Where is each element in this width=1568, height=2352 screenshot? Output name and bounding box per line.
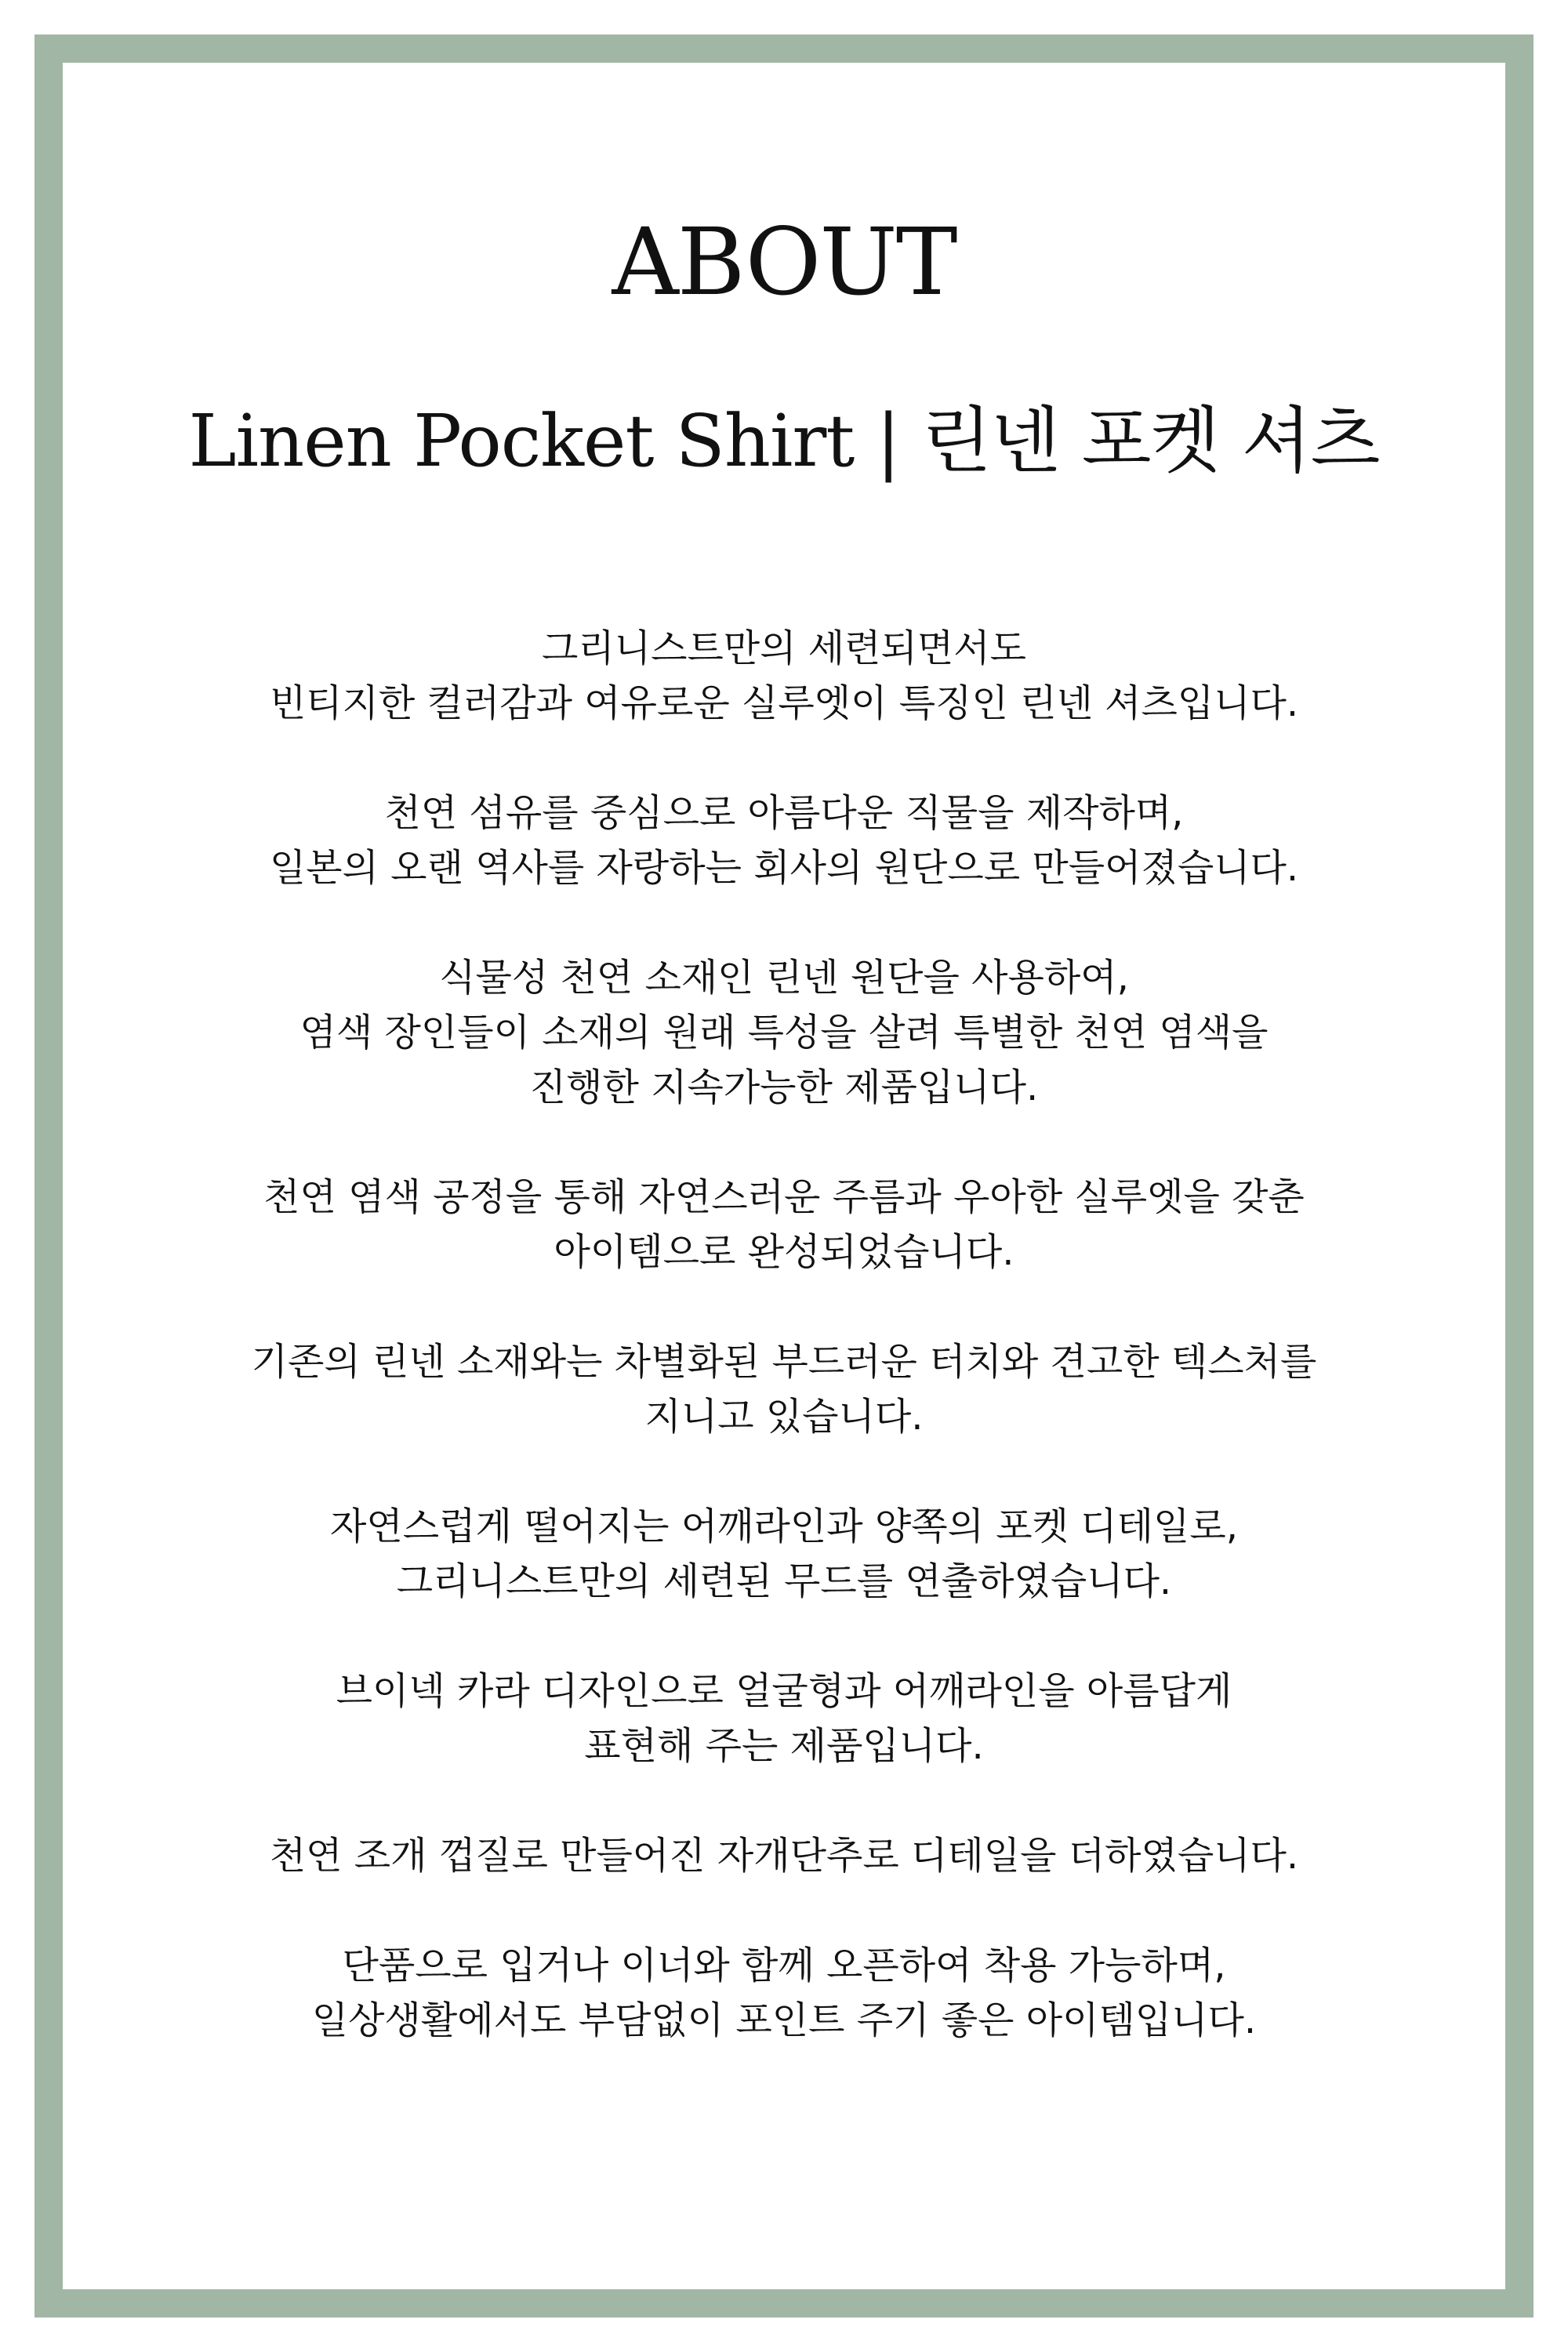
- description-paragraph: [63, 621, 1505, 731]
- description-line: 그리니스트만의 세련되면서도: [541, 626, 1027, 670]
- description-paragraph: [63, 1664, 1505, 1773]
- description-paragraph: [63, 1938, 1505, 2048]
- description-line: 아이템으로 완성되었습니다.: [554, 1230, 1014, 1274]
- description-line: 자연스럽게 떨어지는 어깨라인과 양쪽의 포켓 디테일로,: [329, 1504, 1238, 1548]
- description-line: 표현해 주는 제품입니다.: [584, 1724, 984, 1768]
- description-line: 천연 염색 공정을 통해 자연스러운 주름과 우아한 실루엣을 갖춘: [263, 1175, 1305, 1219]
- about-section: [63, 63, 1505, 2289]
- description-line: 식물성 천연 소재인 린넨 원단을 사용하여,: [439, 956, 1129, 1000]
- description-body: [63, 621, 1505, 2103]
- description-paragraph: [63, 1334, 1505, 1444]
- description-paragraph: [63, 786, 1505, 895]
- page-border-frame: [34, 34, 1534, 2318]
- about-heading: ABOUT: [612, 208, 956, 316]
- description-line: 지니고 있습니다.: [644, 1395, 924, 1439]
- description-line: 일상생활에서도 부담없이 포인트 주기 좋은 아이템입니다.: [311, 1998, 1257, 2042]
- description-line: 기존의 린넨 소재와는 차별화된 부드러운 터치와 견고한 텍스처를: [251, 1340, 1317, 1384]
- description-line: 일본의 오랜 역사를 자랑하는 회사의 원단으로 만들어졌습니다.: [269, 846, 1299, 890]
- description-paragraph: [63, 950, 1505, 1115]
- product-title: Linen Pocket Shirt | 린넨 포켓 셔츠: [188, 399, 1380, 483]
- description-paragraph: [63, 1170, 1505, 1279]
- description-line: 진행한 지속가능한 제품입니다.: [529, 1065, 1039, 1109]
- description-line: 단품으로 입거나 이너와 함께 오픈하여 착용 가능하며,: [342, 1944, 1226, 1987]
- description-line: 염색 장인들이 소재의 원래 특성을 살려 특별한 천연 염색을: [299, 1011, 1269, 1054]
- description-line: 브이넥 카라 디자인으로 얼굴형과 어깨라인을 아름답게: [336, 1669, 1232, 1713]
- description-paragraph: [63, 1499, 1505, 1609]
- description-line: 빈티지한 컬러감과 여유로운 실루엣이 특징인 린넨 셔츠입니다.: [269, 681, 1299, 725]
- description-paragraph: [63, 1828, 1505, 1883]
- description-line: 천연 조개 껍질로 만들어진 자개단추로 디테일을 더하였습니다.: [269, 1834, 1299, 1878]
- description-line: 그리니스트만의 세련된 무드를 연출하였습니다.: [396, 1559, 1172, 1603]
- description-line: 천연 섬유를 중심으로 아름다운 직물을 제작하며,: [384, 791, 1184, 835]
